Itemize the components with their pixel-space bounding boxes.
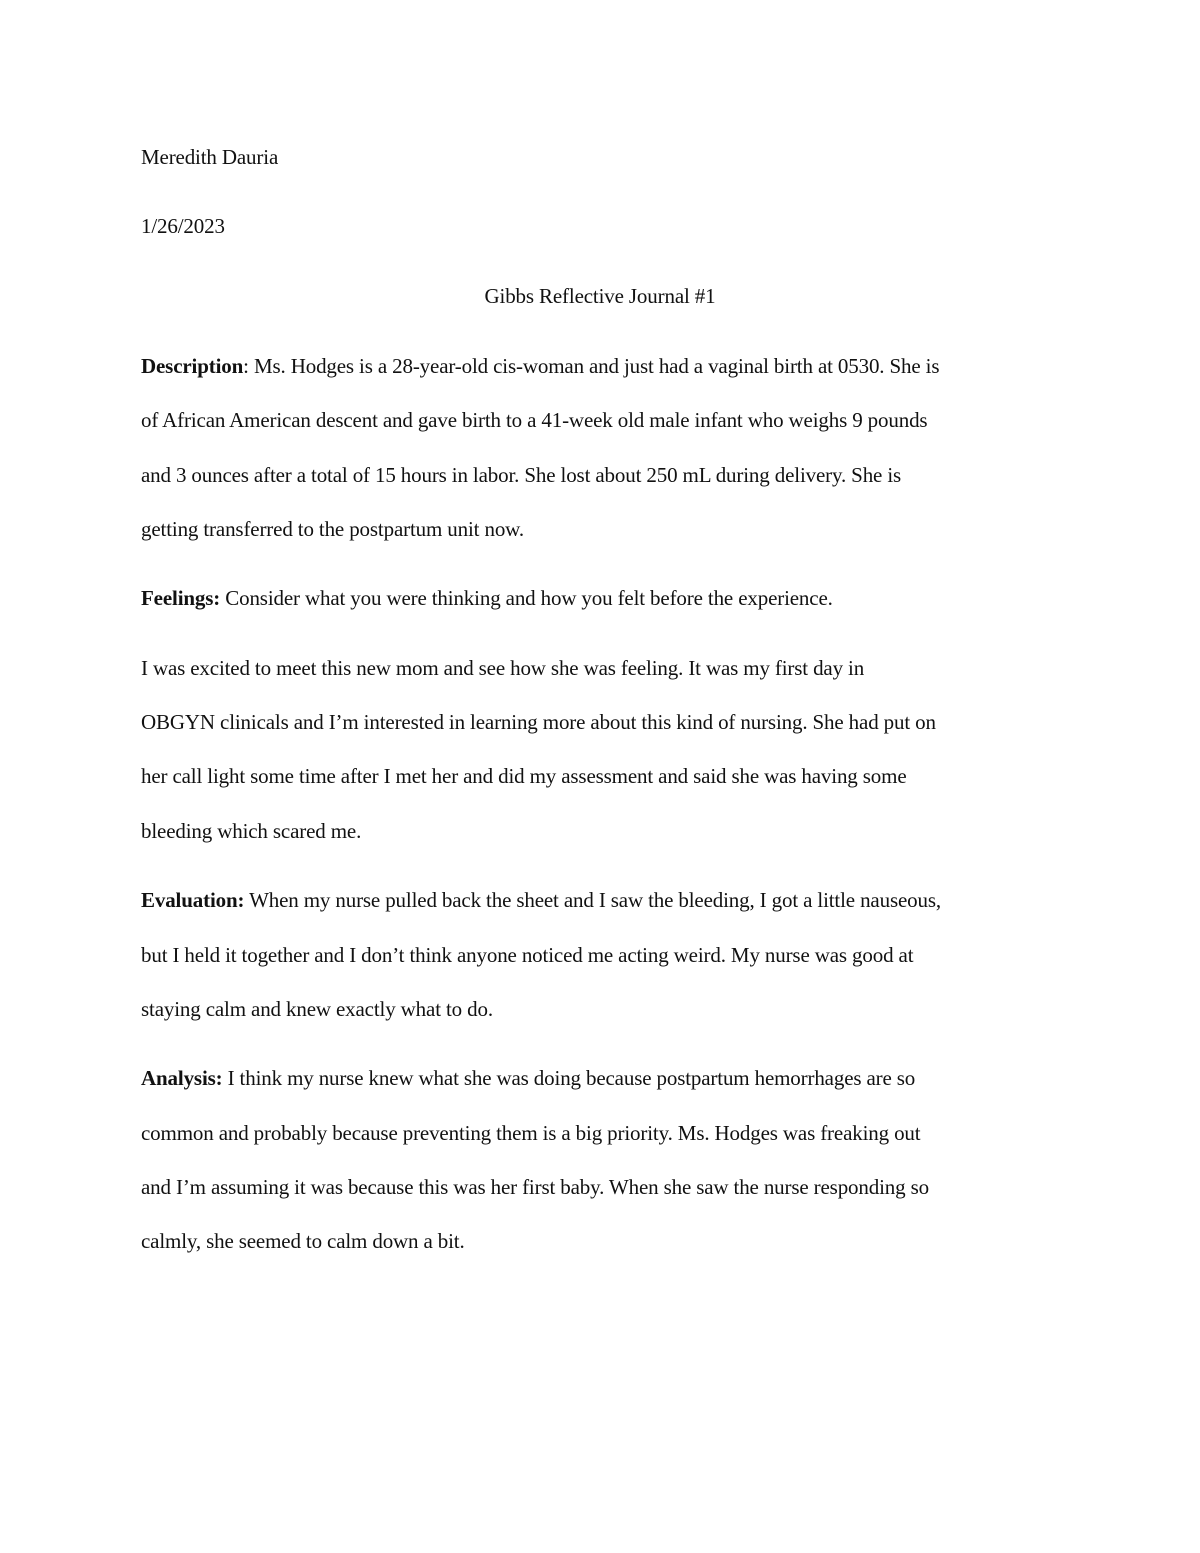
feelings-prompt-line — [141, 584, 833, 612]
description-text: : Ms. Hodges is a 28-year-old cis-woman and just had a vaginal birth at 0530. She is — [243, 354, 940, 378]
evaluation-paragraph-line — [141, 886, 941, 914]
evaluation-line: but I held it together and I don’t think anyone noticed me acting weird. My nurse was good at — [141, 943, 914, 967]
analysis-paragraph-line — [141, 1064, 915, 1092]
feelings-line: her call light some time after I met her and did my assessment and said she was having some — [141, 764, 907, 788]
description-paragraph-line — [141, 352, 939, 380]
analysis-line: calmly, she seemed to calm down a bit. — [141, 1229, 465, 1253]
description-line: of African American descent and gave birth to a 41-week old male infant who weighs 9 pounds — [141, 408, 928, 432]
evaluation-heading: Evaluation: — [141, 888, 245, 912]
document-date: 1/26/2023 — [141, 214, 225, 238]
description-line: getting transferred to the postpartum unit now. — [141, 517, 524, 541]
feelings-line: I was excited to meet this new mom and see how she was feeling. It was my first day in — [141, 656, 865, 680]
author-name: Meredith Dauria — [141, 145, 279, 169]
feelings-heading: Feelings: — [141, 586, 221, 610]
description-line: and 3 ounces after a total of 15 hours in labor. She lost about 250 mL during delivery. She is — [141, 463, 902, 487]
analysis-line: and I’m assuming it was because this was her first baby. When she saw the nurse responding so — [141, 1175, 929, 1199]
description-heading: Description — [141, 354, 244, 378]
evaluation-line: staying calm and knew exactly what to do. — [141, 997, 493, 1021]
feelings-line: bleeding which scared me. — [141, 819, 362, 843]
analysis-line: common and probably because preventing them is a big priority. Ms. Hodges was freaking out — [141, 1121, 921, 1145]
evaluation-text: When my nurse pulled back the sheet and I saw the bleeding, I got a little nauseous, — [244, 888, 941, 912]
feelings-line: OBGYN clinicals and I’m interested in learning more about this kind of nursing. She had put on — [141, 710, 936, 734]
analysis-text: I think my nurse knew what she was doing because postpartum hemorrhages are so — [222, 1066, 916, 1090]
document-title: Gibbs Reflective Journal #1 — [484, 284, 716, 308]
feelings-prompt: Consider what you were thinking and how you felt before the experience. — [220, 586, 833, 610]
analysis-heading: Analysis: — [141, 1066, 223, 1090]
